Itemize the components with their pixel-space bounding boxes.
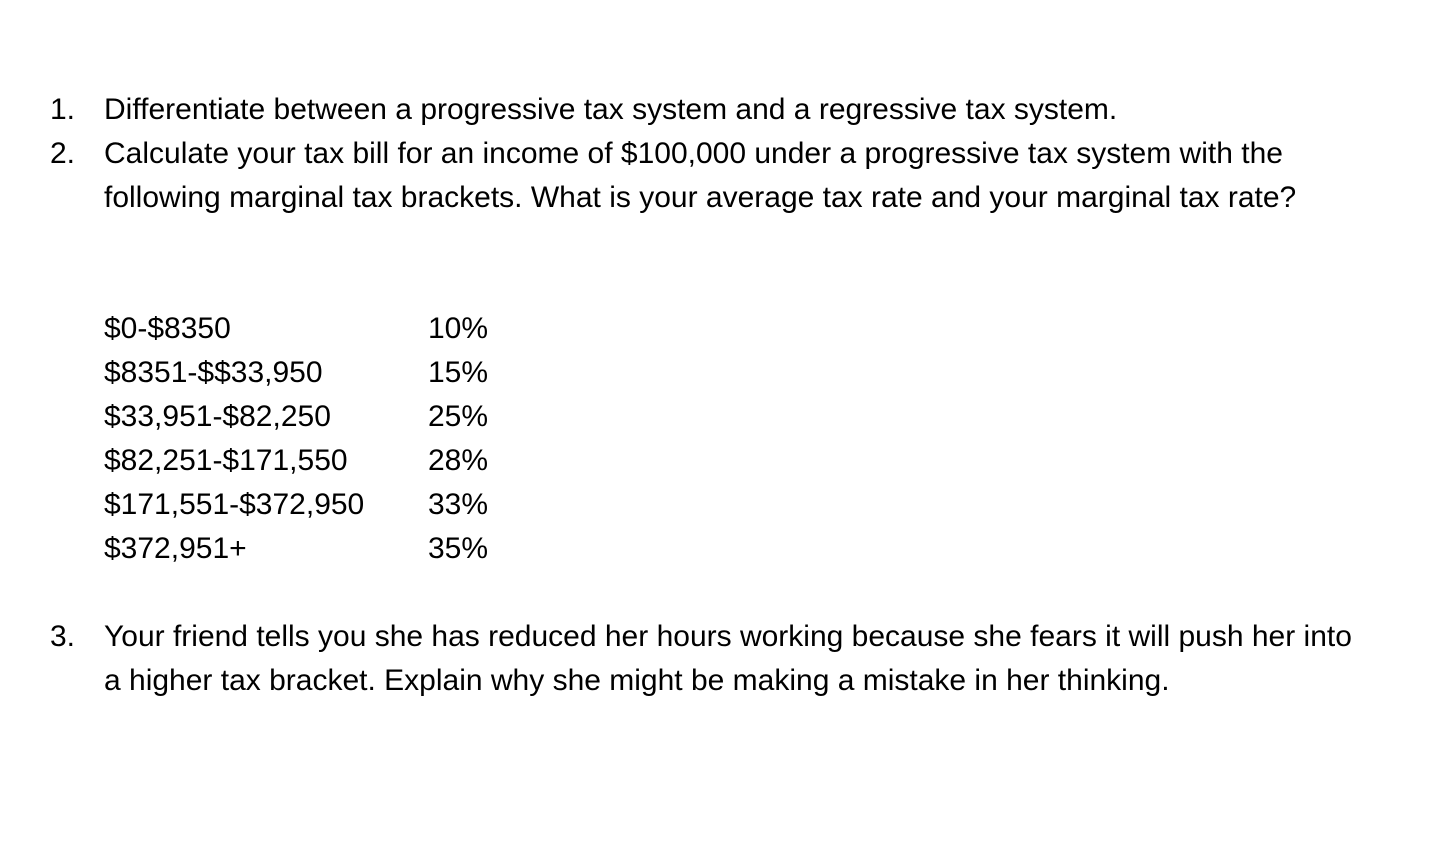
bracket-rate: 33%	[428, 488, 489, 521]
bracket-row	[104, 483, 488, 527]
bracket-row	[104, 439, 488, 483]
bracket-range: $372,951+	[104, 532, 247, 565]
bracket-range: $8351-$$33,950	[104, 356, 323, 389]
bracket-rate: 10%	[428, 312, 489, 345]
bracket-row	[104, 307, 488, 351]
tax-bracket-table	[104, 307, 488, 571]
bracket-range: $0-$8350	[104, 312, 231, 345]
question-1	[50, 88, 1410, 132]
question-number: 2.	[50, 137, 76, 170]
question-text: Your friend tells you she has reduced her hours working because she fears it will push her into a higher tax bracket. Explain why she might be making a mistake in her thinking.	[104, 620, 1352, 697]
question-text: Calculate your tax bill for an income of $100,000 under a progressive tax system with the following marginal tax brackets. What is your average tax rate and your marginal tax rate?	[104, 137, 1297, 214]
bracket-range: $82,251-$171,550	[104, 444, 348, 477]
bracket-rate: 35%	[428, 532, 489, 565]
question-text: Differentiate between a progressive tax system and a regressive tax system.	[104, 93, 1118, 126]
bracket-row	[104, 395, 488, 439]
bracket-rate: 25%	[428, 400, 489, 433]
bracket-row	[104, 527, 488, 571]
question-number: 1.	[50, 93, 76, 126]
bracket-row	[104, 351, 488, 395]
bracket-rate: 28%	[428, 444, 489, 477]
question-3	[50, 615, 1410, 703]
question-2	[50, 132, 1410, 220]
bracket-rate: 15%	[428, 356, 489, 389]
bracket-range: $171,551-$372,950	[104, 488, 365, 521]
bracket-range: $33,951-$82,250	[104, 400, 331, 433]
question-number: 3.	[50, 620, 76, 653]
